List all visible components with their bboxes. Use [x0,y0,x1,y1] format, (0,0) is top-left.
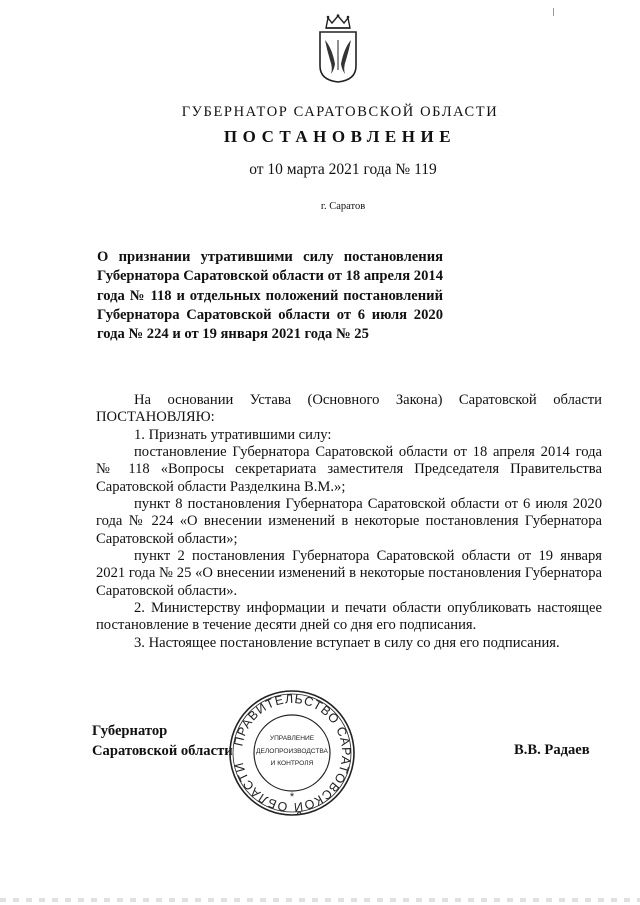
stamp-inner-line-2: ДЕЛОПРОИЗВОДСТВА [256,748,328,755]
document-type: ПОСТАНОВЛЕНИЕ [223,127,457,146]
stamp-star: * [289,791,295,803]
sub-item-3-paragraph: пункт 2 постановления Губернатора Саратовской области от 19 января 2021 года № 25 «О внесении изменений в некоторые постановления Губернатора Саратовской области». [96,548,602,599]
item-2-paragraph: 2. Министерству информации и печати области опубликовать настоящее постановление в течение десяти дней со дня его подписания. [96,600,602,634]
document-date-number: от 10 марта 2021 года № 119 [249,161,437,178]
issuing-authority: ГУБЕРНАТОР САРАТОВСКОЙ ОБЛАСТИ [181,104,499,120]
signatory-position-line-2: Саратовской области [92,742,233,759]
stamp-inner-line-3: И КОНТРОЛЯ [270,760,314,767]
sub-item-1-paragraph: постановление Губернатора Саратовской области от 18 апреля 2014 года № 118 «Вопросы секретариата заместителя Председателя Правительства Саратовской области Разделкина В.М.»; [96,444,602,495]
sub-item-2-paragraph: пункт 8 постановления Губернатора Саратовской области от 6 июля 2020 года № 224 «О внесении изменений в некоторые постановления Губернатора Саратовской области»; [96,496,602,547]
signatory-name: В.В. Радаев [514,742,590,758]
scan-artifact [0,898,640,902]
preamble-paragraph: На основании Устава (Основного Закона) Саратовской области ПОСТАНОВЛЯЮ: [96,392,602,426]
document-place: г. Саратов [320,201,366,212]
coat-of-arms-icon [312,14,364,84]
item-1-paragraph: 1. Признать утратившими силу: [134,426,332,443]
stamp-inner-line-1: УПРАВЛЕНИЕ [269,735,315,742]
stamp-outer-text: ПРАВИТЕЛЬСТВО САРАТОВСКОЙ ОБЛАСТИ [231,691,354,815]
signatory-position-line-1: Губернатор [92,723,168,739]
document-title: О признании утратившими силу постановления Губернатора Саратовской области от 18 апреля 2014 года № 118 и отдельных положений постановлений Губернатора Саратовской области от 6 июля 2020 года № 224 и от 19 января 2021 года № 25 [97,249,443,343]
official-stamp [227,688,357,818]
document-body [96,392,602,652]
item-3-paragraph: 3. Настоящее постановление вступает в силу со дня его подписания. [134,634,560,651]
scan-mark [553,8,554,16]
signatory-position [92,722,233,762]
